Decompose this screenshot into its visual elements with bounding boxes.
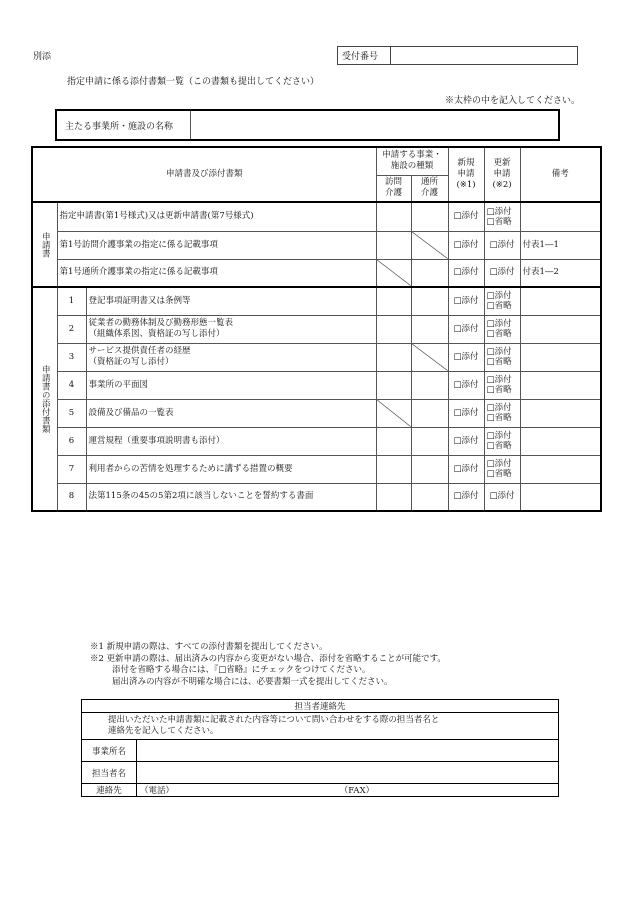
renew-check[interactable] bbox=[484, 202, 520, 231]
day-cell[interactable] bbox=[411, 427, 448, 455]
renew-check[interactable] bbox=[484, 455, 520, 483]
document-list-table bbox=[31, 146, 602, 512]
application-row-2-text: 第1号訪問介護事業の指定に係る記載事項 bbox=[57, 231, 376, 259]
visit-cell[interactable] bbox=[376, 427, 411, 455]
person-name-label: 担当者名 bbox=[82, 762, 137, 784]
new-attach-check[interactable]: □添付 bbox=[448, 231, 484, 259]
renew-check[interactable] bbox=[484, 287, 520, 315]
contact-label: 連絡先 bbox=[82, 784, 137, 797]
receipt-number-box bbox=[337, 46, 578, 65]
remark-cell bbox=[520, 202, 601, 231]
remark-cell bbox=[520, 371, 601, 399]
contact-title: 担当者連絡先 bbox=[82, 700, 559, 713]
facility-name-field[interactable] bbox=[191, 110, 560, 140]
new-attach-check[interactable]: □添付 bbox=[448, 427, 484, 455]
remark-cell: 付表1―1 bbox=[520, 231, 601, 259]
header-documents: 申請書及び添付書類 bbox=[32, 147, 376, 202]
new-attach-check[interactable]: □添付 bbox=[448, 399, 484, 427]
renew-attach-check[interactable]: □添付 bbox=[486, 431, 512, 441]
new-attach-check[interactable]: □添付 bbox=[448, 202, 484, 231]
new-attach-check[interactable]: □添付 bbox=[448, 371, 484, 399]
day-cell-na bbox=[411, 343, 448, 371]
office-name-label: 事業所名 bbox=[82, 740, 137, 762]
attachment-row-1-text: 登記事項証明書又は条例等 bbox=[86, 287, 376, 315]
attachment-row-8-text: 法第115条の45の5第2項に該当しないことを誓約する書面 bbox=[86, 483, 376, 511]
new-attach-check[interactable]: □添付 bbox=[448, 343, 484, 371]
day-cell[interactable] bbox=[411, 371, 448, 399]
visit-cell[interactable] bbox=[376, 483, 411, 511]
new-attach-check[interactable]: □添付 bbox=[448, 315, 484, 343]
receipt-number-field[interactable] bbox=[391, 47, 578, 65]
day-cell[interactable] bbox=[411, 202, 448, 231]
note-3: 添付を省略する場合には、『□省略』にチェックをつけてください。 bbox=[112, 665, 371, 675]
renew-omit-check[interactable]: □省略 bbox=[486, 301, 512, 312]
renew-attach-check[interactable]: □添付 bbox=[486, 291, 512, 302]
remark-cell bbox=[520, 315, 601, 343]
renew-attach-check[interactable]: □添付 bbox=[486, 206, 512, 217]
renew-omit-check[interactable]: □省略 bbox=[486, 357, 512, 367]
renew-check[interactable] bbox=[484, 343, 520, 371]
fax-label: （FAX） bbox=[344, 786, 375, 796]
new-attach-check[interactable]: □添付 bbox=[448, 483, 484, 511]
renew-check[interactable] bbox=[484, 315, 520, 343]
facility-name-box bbox=[55, 109, 560, 141]
new-attach-check[interactable]: □添付 bbox=[448, 455, 484, 483]
day-cell[interactable] bbox=[411, 455, 448, 483]
renew-check[interactable] bbox=[484, 399, 520, 427]
attachment-row-3-text: サービス提供責任者の経歴 （資格証の写し添付） bbox=[86, 343, 376, 371]
attachment-no: 2 bbox=[57, 315, 86, 343]
renew-omit-check[interactable]: □省略 bbox=[486, 329, 512, 339]
attachment-no: 3 bbox=[57, 343, 86, 371]
office-name-field[interactable] bbox=[137, 740, 559, 762]
remark-cell: 付表1―2 bbox=[520, 259, 601, 287]
attachment-no: 7 bbox=[57, 455, 86, 483]
group-attachments: 申請書の添付書類 bbox=[32, 287, 57, 511]
renew-attach-check[interactable]: □添付 bbox=[484, 259, 520, 287]
notes bbox=[90, 642, 446, 688]
visit-cell[interactable] bbox=[376, 231, 411, 259]
group-application: 申請書 bbox=[32, 202, 57, 287]
new-attach-check[interactable]: □添付 bbox=[448, 259, 484, 287]
application-row-3-text: 第1号通所介護事業の指定に係る記載事項 bbox=[57, 259, 376, 287]
day-cell[interactable] bbox=[411, 287, 448, 315]
instruction-text: ※太枠の中を記入してください。 bbox=[445, 96, 581, 106]
renew-attach-check[interactable]: □添付 bbox=[484, 483, 520, 511]
header-service-type: 申請する事業・ 施設の種類 bbox=[376, 147, 448, 175]
receipt-number-label: 受付番号 bbox=[338, 47, 391, 65]
renew-check[interactable] bbox=[484, 427, 520, 455]
document-title: 指定申請に係る添付書類一覧（この書類も提出してください） bbox=[67, 77, 320, 87]
attachment-no: 4 bbox=[57, 371, 86, 399]
remark-cell bbox=[520, 343, 601, 371]
renew-attach-check[interactable]: □添付 bbox=[486, 375, 512, 385]
tel-label: （電話） bbox=[140, 786, 175, 796]
renew-omit-check[interactable]: □省略 bbox=[486, 441, 512, 451]
attachment-row-7-text: 利用者からの苦情を処理するために講ずる措置の概要 bbox=[86, 455, 376, 483]
contact-description: 提出いただいた申請書類に記載された内容等について問い合わせをする際の担当者名と 連絡先を記入してください。 bbox=[82, 713, 559, 740]
remark-cell bbox=[520, 287, 601, 315]
attachment-row-4-text: 事業所の平面図 bbox=[86, 371, 376, 399]
attachment-row-6-text: 運営規程（重要事項説明書も添付） bbox=[86, 427, 376, 455]
renew-attach-check[interactable]: □添付 bbox=[484, 231, 520, 259]
visit-cell[interactable] bbox=[376, 343, 411, 371]
visit-cell[interactable] bbox=[376, 371, 411, 399]
header-new-application: 新規 申請 (※1) bbox=[448, 147, 484, 202]
header-day-care: 通所 介護 bbox=[411, 175, 448, 202]
note-4: 届出済みの内容が不明確な場合には、必要書類一式を提出してください。 bbox=[112, 676, 393, 687]
attachment-no: 5 bbox=[57, 399, 86, 427]
header-renewal-application: 更新 申請 (※2) bbox=[484, 147, 520, 202]
attachment-no: 6 bbox=[57, 427, 86, 455]
renew-attach-check[interactable]: □添付 bbox=[486, 347, 512, 357]
renew-omit-check[interactable]: □省略 bbox=[486, 413, 512, 423]
renew-check[interactable] bbox=[484, 371, 520, 399]
application-row-1-text: 指定申請書(第1号様式)又は更新申請書(第7号様式) bbox=[57, 202, 376, 231]
attachment-label: 別添 bbox=[33, 52, 52, 62]
facility-name-label: 主たる事業所・施設の名称 bbox=[56, 110, 191, 140]
attachment-no: 8 bbox=[57, 483, 86, 511]
renew-attach-check[interactable]: □添付 bbox=[486, 403, 512, 413]
remark-cell bbox=[520, 483, 601, 511]
renew-attach-check[interactable]: □添付 bbox=[486, 319, 512, 329]
day-cell[interactable] bbox=[411, 315, 448, 343]
attachment-row-2-text: 従業者の勤務体制及び勤務形態一覧表 （組織体系図、資格証の写し添付） bbox=[86, 315, 376, 343]
renew-omit-check[interactable]: □省略 bbox=[486, 385, 512, 395]
renew-attach-check[interactable]: □添付 bbox=[486, 459, 512, 469]
attachment-no: 1 bbox=[57, 287, 86, 315]
visit-cell-na bbox=[376, 259, 411, 287]
day-cell-na bbox=[411, 231, 448, 259]
new-attach-check[interactable]: □添付 bbox=[448, 287, 484, 315]
visit-cell-na bbox=[376, 399, 411, 427]
header-remarks: 備考 bbox=[520, 147, 601, 202]
day-cell[interactable] bbox=[411, 399, 448, 427]
note-1: ※1 新規申請の際は、すべての添付書類を提出してください。 bbox=[90, 642, 328, 652]
visit-cell[interactable] bbox=[376, 455, 411, 483]
note-2: ※2 更新申請の際は、届出済みの内容から変更がない場合、添付を省略することが可能です。 bbox=[90, 653, 446, 664]
visit-cell[interactable] bbox=[376, 202, 411, 231]
day-cell[interactable] bbox=[411, 483, 448, 511]
attachment-row-5-text: 設備及び備品の一覧表 bbox=[86, 399, 376, 427]
renew-omit-check[interactable]: □省略 bbox=[486, 216, 512, 227]
remark-cell bbox=[520, 455, 601, 483]
renew-omit-check[interactable]: □省略 bbox=[486, 469, 512, 479]
header-visit-care: 訪問 介護 bbox=[376, 175, 411, 202]
visit-cell[interactable] bbox=[376, 315, 411, 343]
day-cell[interactable] bbox=[411, 259, 448, 287]
remark-cell bbox=[520, 399, 601, 427]
contact-field[interactable] bbox=[137, 784, 559, 797]
person-name-field[interactable] bbox=[137, 762, 559, 784]
visit-cell[interactable] bbox=[376, 287, 411, 315]
remark-cell bbox=[520, 427, 601, 455]
contact-table bbox=[81, 699, 559, 797]
